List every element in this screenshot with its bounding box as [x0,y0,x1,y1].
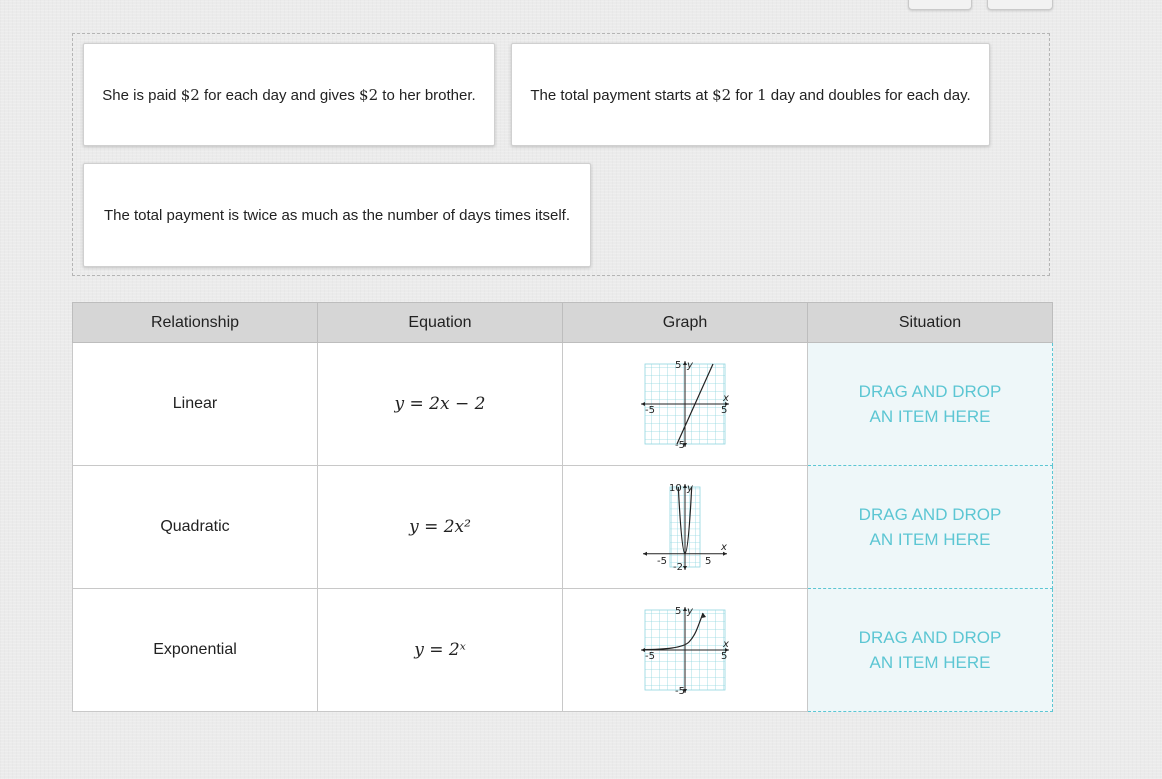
table-header-row [73,303,1053,343]
x-min-label: -5 [657,556,667,567]
y-max-label: 5 [675,360,682,371]
quadratic-graph [635,482,735,572]
y-axis-label: y [687,360,693,371]
y-min-label: -5 [675,440,685,449]
x-axis-label: x [723,639,729,650]
card-text: The total payment starts at $2 for 1 day and doubles for each day. [530,85,971,104]
card-text: She is paid $2 for each day and gives $2 to her brother. [102,85,476,104]
drop-zone-quadratic[interactable] [808,466,1053,589]
situation-card-twice-squared[interactable] [83,163,591,267]
table-row-exponential [73,589,1053,712]
drop-zone-exponential[interactable] [808,589,1053,712]
table-row-linear [73,343,1053,466]
graph-cell [563,466,808,589]
top-button-2[interactable] [987,0,1053,10]
x-max-label: 5 [705,556,712,567]
situation-card-brother[interactable] [83,43,495,146]
equation-cell: y = 2ˣ [318,589,563,712]
linear-graph [635,359,735,449]
relationship-cell: Exponential [73,589,318,712]
table-row-quadratic [73,466,1053,589]
x-max-label: 5 [721,651,728,662]
graph-cell [563,343,808,466]
drop-zone-label: DRAG AND DROP AN ITEM HERE [858,628,1002,672]
y-min-label: -2 [673,562,683,572]
x-axis-label: x [721,542,727,553]
graph-cell [563,589,808,712]
relationship-table [72,302,1053,712]
header-equation: Equation [318,303,563,343]
x-min-label: -5 [645,651,655,662]
drop-zone-linear[interactable] [808,343,1053,466]
drop-zone-label: DRAG AND DROP AN ITEM HERE [858,382,1002,426]
equation-cell: y = 2x² [318,466,563,589]
header-graph: Graph [563,303,808,343]
situation-card-doubles[interactable] [511,43,990,146]
top-button-1[interactable] [908,0,972,10]
y-axis-label: y [687,606,693,617]
header-relationship: Relationship [73,303,318,343]
y-max-label: 10 [669,483,682,494]
y-min-label: -5 [675,686,685,695]
equation-cell: y = 2x − 2 [318,343,563,466]
x-axis-label: x [723,393,729,404]
relationship-cell: Quadratic [73,466,318,589]
card-text: The total payment is twice as much as the number of days times itself. [103,206,571,224]
answer-bank [72,33,1050,276]
x-min-label: -5 [645,405,655,416]
x-max-label: 5 [721,405,728,416]
relationship-cell: Linear [73,343,318,466]
header-situation: Situation [808,303,1053,343]
y-max-label: 5 [675,606,682,617]
y-axis-label: y [687,483,693,494]
drop-zone-label: DRAG AND DROP AN ITEM HERE [858,505,1002,549]
exponential-graph [635,605,735,695]
